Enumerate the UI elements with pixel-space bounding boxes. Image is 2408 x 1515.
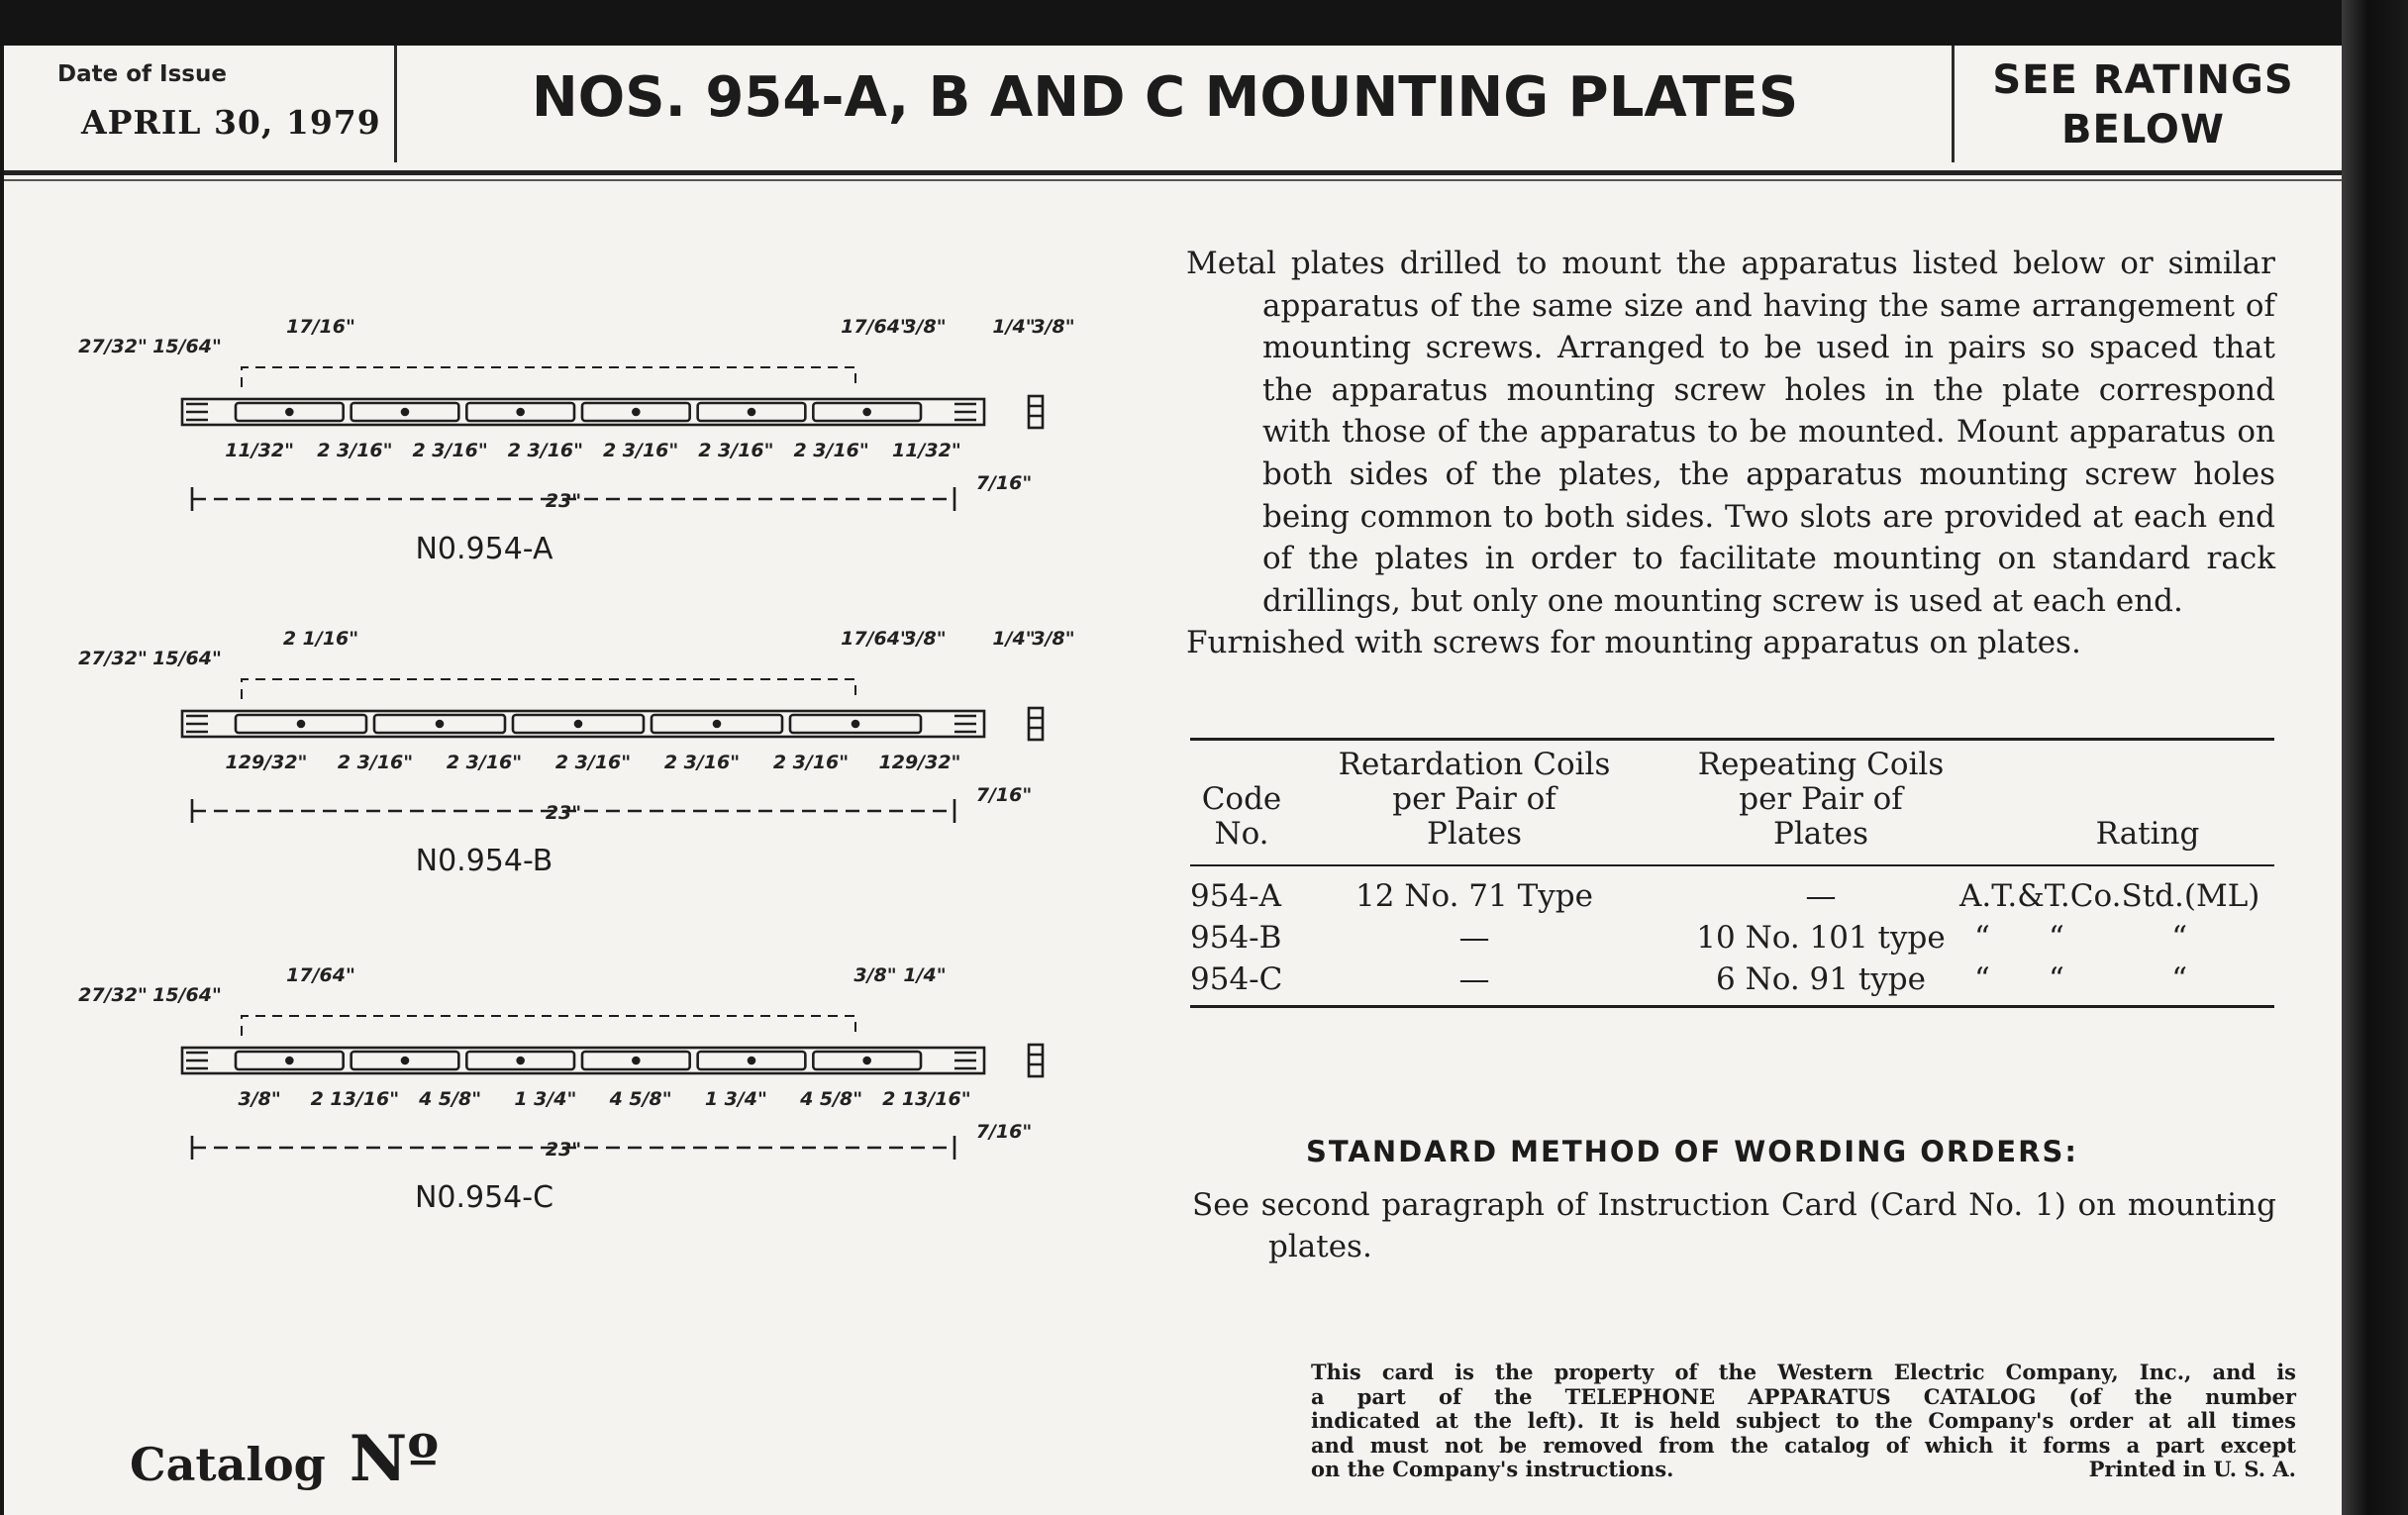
dimension-label: 11/32" xyxy=(225,440,294,461)
catalog-no-sign: Nº xyxy=(349,1422,440,1496)
col-header-code xyxy=(1187,782,1296,852)
screw-hole xyxy=(864,1058,870,1063)
slot-left xyxy=(186,1053,208,1068)
dimension-label: 129/32" xyxy=(878,752,961,773)
dimension-label: 2 3/16" xyxy=(412,440,488,461)
cell-rating: A.T.&T.Co.Std.(ML) xyxy=(1959,878,2260,914)
dimension-label: 1 3/4" xyxy=(514,1088,577,1110)
screw-hole xyxy=(575,721,581,727)
screw-hole xyxy=(714,721,720,727)
table-rule-top xyxy=(1190,738,2274,741)
cell-rating: “ “ “ xyxy=(1974,920,2188,956)
dimension-label: 1 3/4" xyxy=(704,1088,767,1110)
dimension-label: 2 3/16" xyxy=(446,752,523,773)
screw-hole xyxy=(402,1058,408,1063)
slot-left xyxy=(186,404,208,420)
screw-hole xyxy=(749,409,754,415)
end-view xyxy=(1029,396,1043,428)
dimension-label: 15/64" xyxy=(152,984,222,1006)
screw-hole xyxy=(518,409,524,415)
dimension-label: 17/64" xyxy=(841,628,910,650)
dimension-label: 2 3/16" xyxy=(698,440,774,461)
screw-hole xyxy=(864,409,870,415)
ordering-heading: STANDARD METHOD OF WORDING ORDERS: xyxy=(1306,1135,2078,1168)
scan-border-top xyxy=(0,0,2408,46)
printed-in-usa: Printed in U. S. A. xyxy=(2088,1457,2296,1481)
screw-hole xyxy=(286,1058,292,1063)
cell-code: 954-B xyxy=(1190,920,1282,956)
end-view-detail xyxy=(1029,1055,1043,1064)
cell-retardation: — xyxy=(1458,920,1490,956)
dimension-label: 4 5/8" xyxy=(419,1088,482,1110)
cell-repeating: 6 No. 91 type xyxy=(1716,961,1926,997)
col-header-repeating-line1: Repeating Coils xyxy=(1697,747,1945,782)
cell-repeating: 10 No. 101 type xyxy=(1696,920,1946,956)
dimension-label: 3/8" xyxy=(238,1088,281,1110)
end-view xyxy=(1029,708,1043,740)
slot-right xyxy=(954,1053,976,1068)
table-rule-bottom xyxy=(1190,1005,2274,1008)
col-header-repeating-line3: Plates xyxy=(1773,816,1868,852)
screw-hole xyxy=(633,1058,639,1063)
cell-code: 954-C xyxy=(1190,961,1283,997)
slot-right xyxy=(954,404,976,420)
dimension-label: 2 1/16" xyxy=(282,628,359,650)
dimension-label: 3/8" xyxy=(903,316,947,338)
dimension-label: 2 3/16" xyxy=(507,440,584,461)
ownership-notice xyxy=(1311,1361,2296,1482)
end-view xyxy=(1029,1045,1043,1076)
screw-hole xyxy=(298,721,304,727)
spacing-bracket xyxy=(242,679,855,699)
date-of-issue-value: APRIL 30, 1979 xyxy=(81,103,381,142)
dimension-label: 15/64" xyxy=(152,648,222,669)
col-header-code-line2: No. xyxy=(1214,816,1269,852)
col-header-retardation-line2: per Pair of xyxy=(1392,781,1556,817)
cell-retardation: 12 No. 71 Type xyxy=(1355,878,1593,914)
col-header-retardation-line1: Retardation Coils xyxy=(1338,747,1611,782)
dimension-label: 27/32" xyxy=(78,648,148,669)
screw-hole xyxy=(437,721,443,727)
notice-line: on the Company's instructions. xyxy=(1311,1457,1674,1481)
dimension-label: 7/16" xyxy=(975,1121,1033,1143)
dimension-label: 3/8" xyxy=(903,628,947,650)
dimension-label: 17/16" xyxy=(286,316,355,338)
col-header-retardation-line3: Plates xyxy=(1427,816,1522,852)
notice-last-line xyxy=(1311,1458,2296,1482)
dimension-label: 3/8" xyxy=(853,964,897,986)
dimension-label: 2 13/16" xyxy=(882,1088,971,1110)
cell-repeating: — xyxy=(1805,878,1837,914)
header-rule xyxy=(4,170,2342,175)
dimension-label: 15/64" xyxy=(152,336,222,357)
notice-line: a part of the TELEPHONE APPARATUS CATALOG (of the number xyxy=(1311,1383,2296,1409)
dimension-label: 2 3/16" xyxy=(337,752,414,773)
dimension-label: 2 3/16" xyxy=(554,752,632,773)
dimension-label: 4 5/8" xyxy=(800,1088,863,1110)
dimension-label: 27/32" xyxy=(78,984,148,1006)
dimension-label: 3/8" xyxy=(1032,628,1075,650)
plate-drawings xyxy=(63,258,1113,1249)
scan-border-right xyxy=(2342,0,2408,1515)
dimension-label: 1/4" xyxy=(992,628,1036,650)
total-length-label: 23" xyxy=(545,490,582,512)
ordering-text xyxy=(1192,1184,2276,1267)
date-of-issue-label: Date of Issue xyxy=(57,61,227,87)
dimension-label: 11/32" xyxy=(892,440,961,461)
ratings-note xyxy=(1953,55,2334,154)
total-length-label: 23" xyxy=(545,802,582,824)
description-paragraph: Metal plates drilled to mount the apparatus listed below or similar apparatus of the same size and having the same arrangement of mounting screws. Arranged to be used in pairs so spaced that the apparatus mounting screw holes in the plate correspond with those of the apparatus to be mounted. Mount apparatus on both sides of the plates, the apparatus mounting screw holes being common to both sides. Two slots are provided at each end of the plates in order to facilitate mounting on standard rack drillings, but only one mounting screw is used at each end. xyxy=(1186,246,2275,619)
dimension-label: 2 3/16" xyxy=(663,752,741,773)
notice-line: and must not be removed from the catalog of which it forms a part except xyxy=(1311,1432,2296,1458)
slot-left xyxy=(186,716,208,732)
dimension-label: 3/8" xyxy=(1032,316,1075,338)
dimension-label: 7/16" xyxy=(975,472,1033,494)
spacing-bracket xyxy=(242,367,855,387)
dimension-label: 7/16" xyxy=(975,784,1033,806)
ratings-note-line1: SEE RATINGS xyxy=(1992,57,2294,103)
dimension-label: 17/64" xyxy=(841,316,910,338)
screw-hole xyxy=(633,409,639,415)
spacing-bracket xyxy=(242,1016,855,1036)
table-rule-header xyxy=(1190,864,2274,866)
plate-label: N0.954-C xyxy=(414,1180,554,1215)
col-header-repeating xyxy=(1648,748,1994,852)
screw-hole xyxy=(749,1058,754,1063)
dimension-label: 4 5/8" xyxy=(609,1088,672,1110)
col-header-repeating-line2: per Pair of xyxy=(1739,781,1903,817)
col-header-rating: Rating xyxy=(2095,816,2200,852)
screw-hole xyxy=(402,409,408,415)
screw-hole xyxy=(518,1058,524,1063)
catalog-number xyxy=(130,1422,439,1496)
screw-hole xyxy=(853,721,858,727)
catalog-card xyxy=(4,46,2342,1515)
end-view-detail xyxy=(1029,718,1043,728)
end-view-detail xyxy=(1029,406,1043,416)
dimension-label: 27/32" xyxy=(78,336,148,357)
screw-hole xyxy=(286,409,292,415)
cell-rating: “ “ “ xyxy=(1974,961,2188,997)
dimension-label: 1/4" xyxy=(992,316,1036,338)
col-header-code-line1: Code xyxy=(1201,781,1282,817)
notice-line: This card is the property of the Western Electric Company, Inc., and is xyxy=(1311,1360,2296,1384)
plate-label: N0.954-A xyxy=(415,532,553,566)
total-length-label: 23" xyxy=(545,1139,582,1161)
dimension-label: 2 13/16" xyxy=(310,1088,400,1110)
ordering-paragraph: See second paragraph of Instruction Card (Card No. 1) on mounting plates. xyxy=(1192,1187,2276,1264)
description xyxy=(1186,243,2275,664)
dimension-label: 2 3/16" xyxy=(602,440,679,461)
header-rule-thin xyxy=(4,179,2342,181)
slot-right xyxy=(954,716,976,732)
cell-code: 954-A xyxy=(1190,878,1282,914)
page-title: NOS. 954-A, B AND C MOUNTING PLATES xyxy=(531,65,1799,130)
ratings-note-line2: BELOW xyxy=(2061,107,2225,152)
dimension-label: 2 3/16" xyxy=(793,440,869,461)
dimension-label: 1/4" xyxy=(903,964,947,986)
catalog-label: Catalog xyxy=(130,1438,326,1491)
plate-label: N0.954-B xyxy=(415,844,553,878)
col-header-retardation xyxy=(1301,748,1648,852)
dimension-label: 129/32" xyxy=(225,752,308,773)
furnished-note: Furnished with screws for mounting apparatus on plates. xyxy=(1186,625,2081,661)
dimension-label: 17/64" xyxy=(286,964,355,986)
dimension-label: 2 3/16" xyxy=(772,752,850,773)
cell-retardation: — xyxy=(1458,961,1490,997)
notice-line: indicated at the left). It is held subject to the Company's order at all times xyxy=(1311,1408,2296,1433)
dimension-label: 2 3/16" xyxy=(317,440,393,461)
